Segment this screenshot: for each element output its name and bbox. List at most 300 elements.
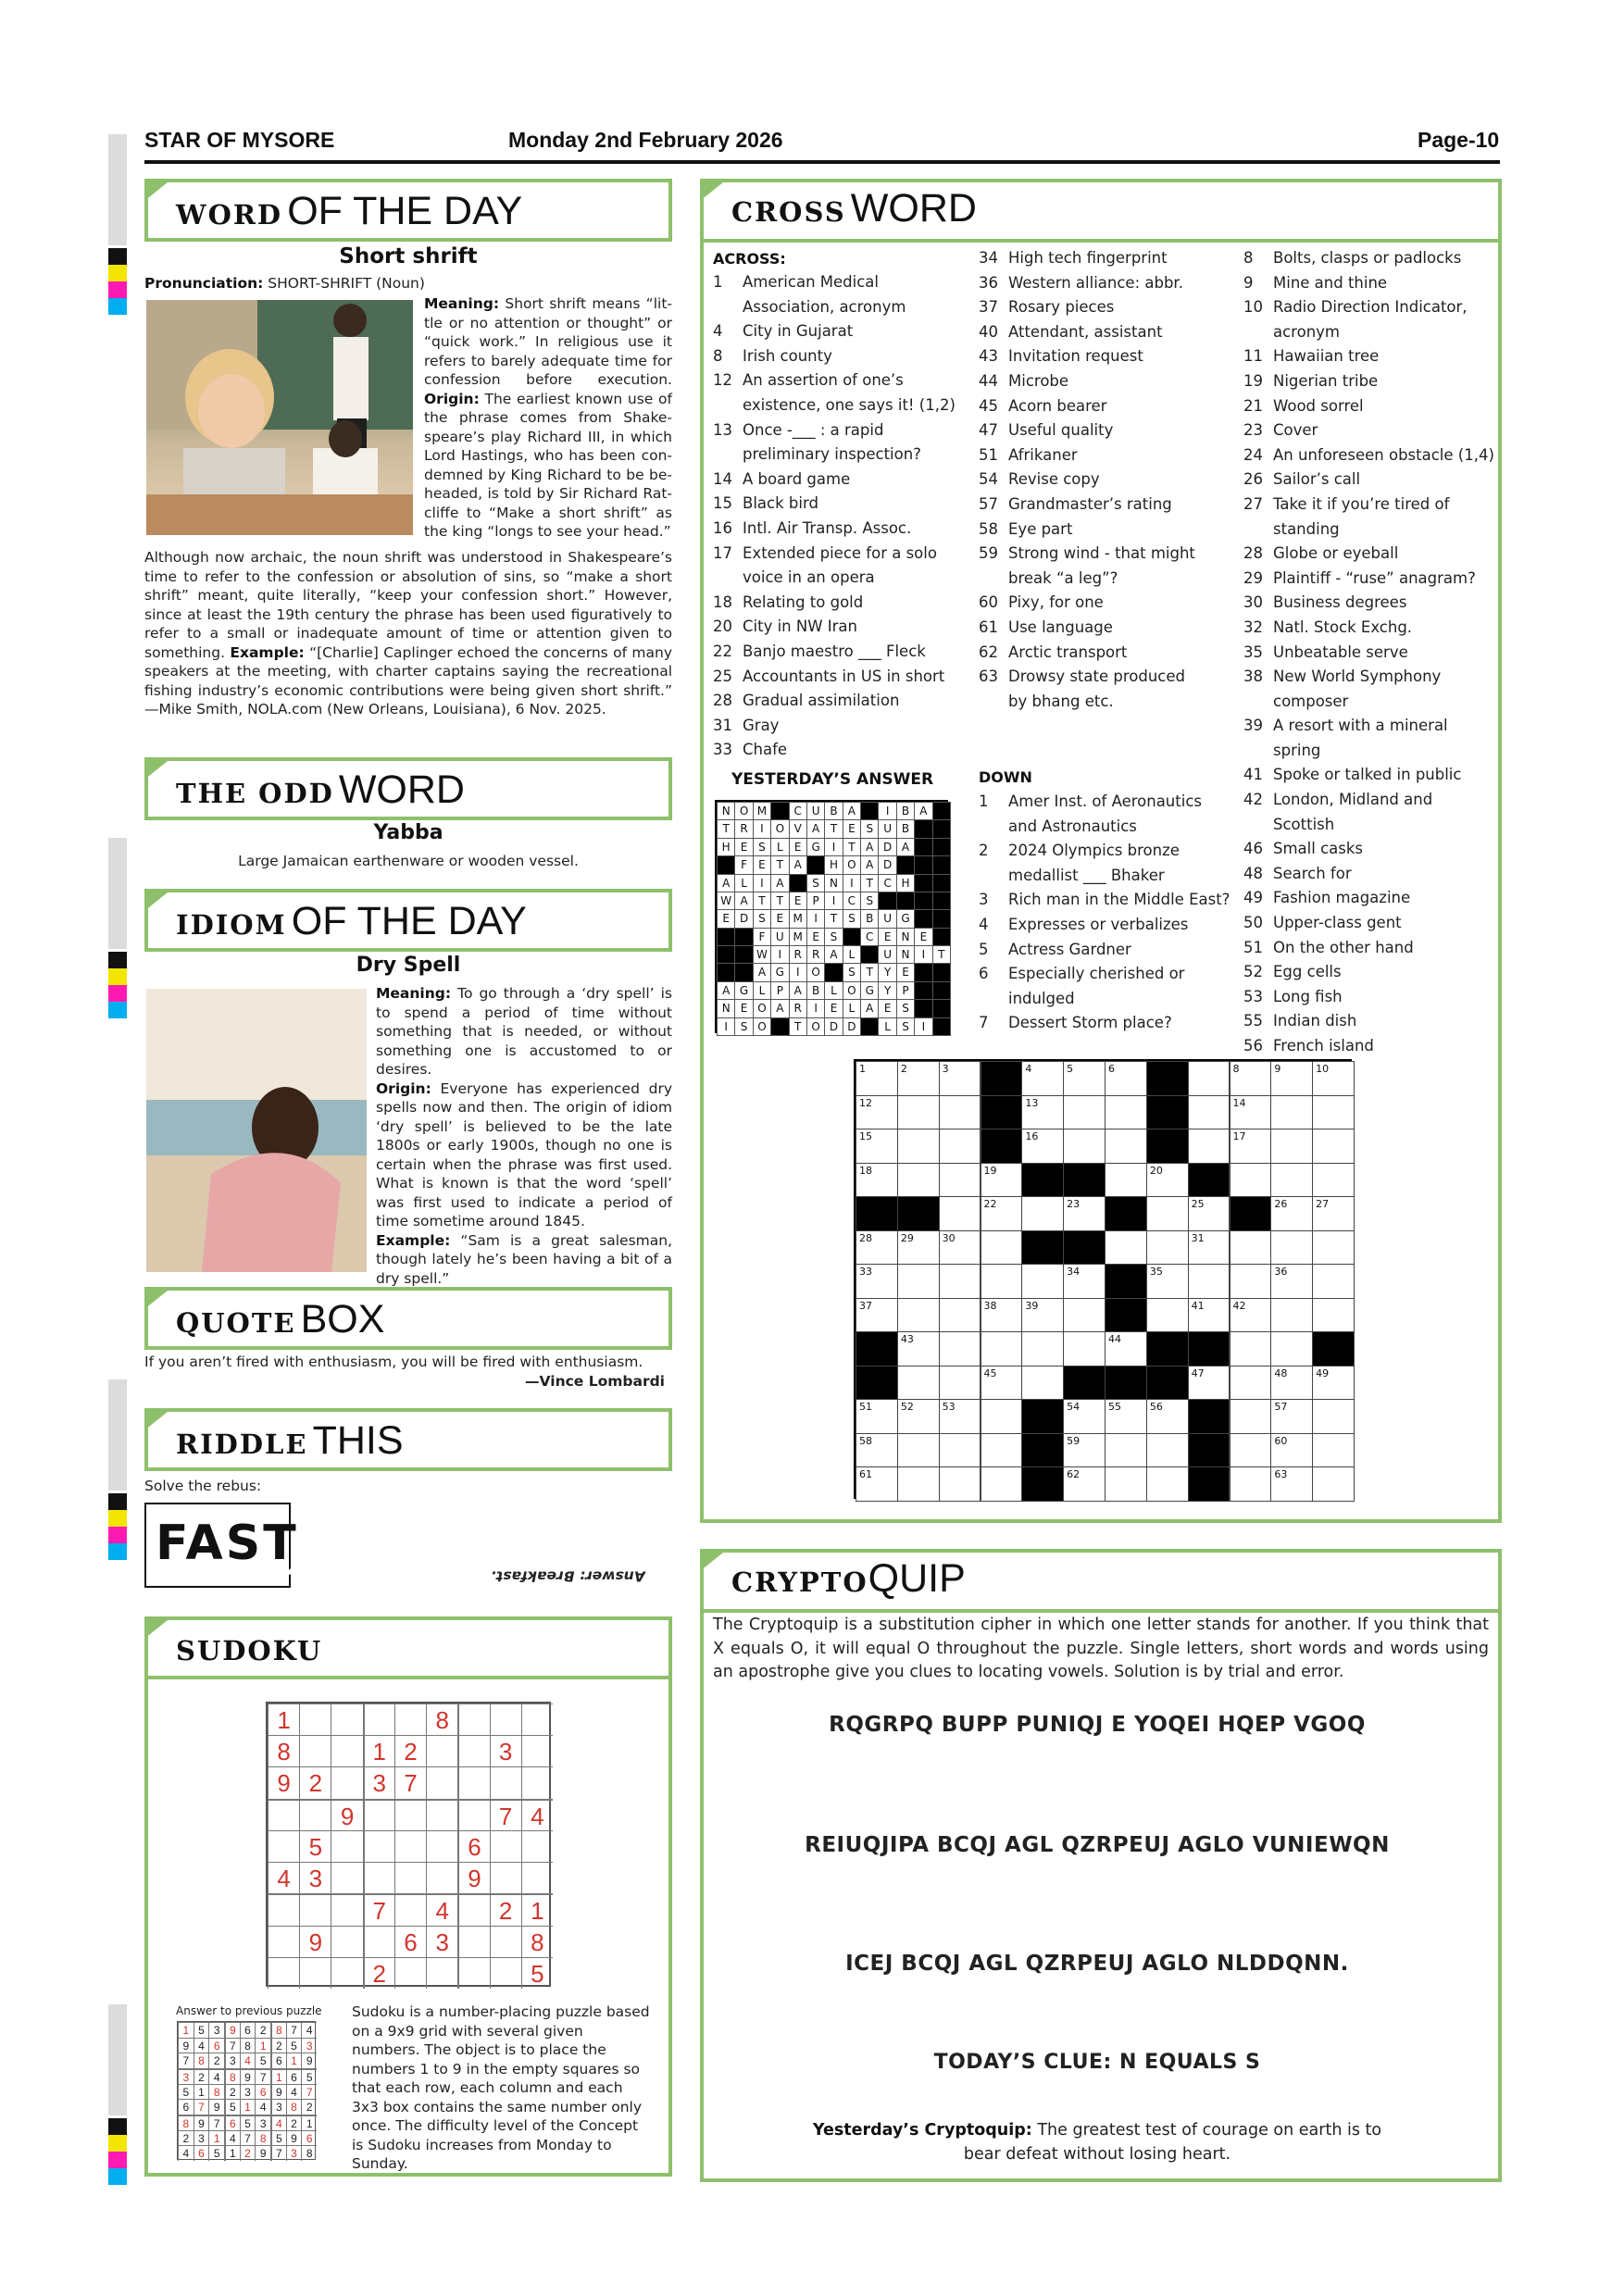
clue: [979, 938, 1243, 963]
crossword-cell[interactable]: [897, 1466, 940, 1502]
crossword-cell[interactable]: [1105, 1466, 1147, 1502]
word-origin-continued: Although now archaic, the noun shrift was understood in Shakespeare’s time to refer to the confession or absolution of sins, so “make a short shrift” meant, quite literally, “keep your confession short.” However, since at least the 19th century the phrase has been used figuratively to refer to a small or inadequate amount of time or attention given to something. Example: “[Charlie] Caplinger echoed the concerns of many speakers at the meeting, with charter captains saying the recreational fishing industry’s economic contributions were being given short shrift.” —Mike Smith, NOLA.com (New Orleans, Louisiana), 6 Nov. 2025.: [144, 549, 672, 718]
sudoku-cell[interactable]: 6: [394, 1926, 426, 1957]
cell-number: 53: [942, 1401, 956, 1414]
sudoku-cell[interactable]: [521, 1735, 553, 1766]
crossword-cell[interactable]: [981, 1230, 1023, 1266]
crossword-cell[interactable]: [1270, 1061, 1313, 1096]
cell-number: 42: [1232, 1299, 1246, 1312]
clue-number: 42: [1243, 791, 1263, 809]
crossword-cell[interactable]: [856, 1264, 898, 1299]
crossword-cell[interactable]: [897, 1095, 940, 1130]
sudoku-cell[interactable]: [426, 1957, 457, 1989]
clue: [979, 418, 1238, 443]
crossword-cell[interactable]: [981, 1433, 1023, 1468]
crossword-cell[interactable]: [1270, 1095, 1313, 1130]
clue-text: Amer Inst. of Aeronautics and Astronautics: [1008, 792, 1202, 835]
crossword-cell[interactable]: [1021, 1129, 1064, 1164]
crossword-cell[interactable]: [1312, 1298, 1355, 1333]
answer-cell: E: [770, 909, 789, 928]
answer-cell: E: [878, 928, 896, 946]
clue: [979, 468, 1238, 493]
crossword-cell[interactable]: [1146, 1433, 1189, 1468]
crossword-cell[interactable]: [1146, 1163, 1189, 1198]
sudoku-cell[interactable]: [299, 1703, 331, 1735]
crossword-cell[interactable]: [1270, 1399, 1313, 1434]
crossword-cell[interactable]: [1230, 1061, 1272, 1096]
sudoku-cell[interactable]: [490, 1926, 521, 1957]
clue-number: 31: [713, 716, 732, 734]
sudoku-cell[interactable]: [268, 1830, 299, 1862]
sudoku-cell: 6: [270, 2053, 286, 2068]
clue-text: Microbe: [1008, 371, 1069, 390]
crossword-cell[interactable]: [1188, 1129, 1230, 1164]
registration-color: [108, 281, 127, 298]
crossword-cell[interactable]: [1230, 1163, 1272, 1198]
crossword-cell[interactable]: [1021, 1095, 1064, 1130]
crossword-cell[interactable]: [1105, 1163, 1147, 1198]
crossword-cell[interactable]: [1146, 1264, 1189, 1299]
sudoku-cell: 2: [240, 2145, 256, 2161]
crossword-block: [1021, 1230, 1064, 1266]
crossword-cell[interactable]: [939, 1061, 981, 1096]
crossword-grid[interactable]: [854, 1059, 1352, 1499]
crossword-cell[interactable]: [939, 1298, 981, 1333]
sudoku-cell[interactable]: [394, 1862, 426, 1893]
sudoku-cell: 6: [224, 2115, 240, 2130]
crossword-cell[interactable]: [1105, 1095, 1147, 1130]
crossword-cell[interactable]: [939, 1466, 981, 1502]
crossword-cell[interactable]: [897, 1230, 940, 1266]
crossword-cell[interactable]: [1063, 1264, 1106, 1299]
crossword-cell[interactable]: [981, 1366, 1023, 1401]
crossword-cell[interactable]: [1270, 1331, 1313, 1366]
crossword-cell[interactable]: [939, 1366, 981, 1401]
sudoku-cell: 8: [240, 2038, 256, 2053]
sudoku-cell[interactable]: [299, 1735, 331, 1766]
crossword-cell[interactable]: [897, 1129, 940, 1164]
crossword-cell[interactable]: [1188, 1366, 1230, 1401]
sudoku-cell: 1: [178, 2022, 194, 2038]
sudoku-cell: 1: [286, 2053, 302, 2068]
answer-block: [896, 892, 915, 910]
crossword-cell[interactable]: [1063, 1196, 1106, 1231]
answer-cell: A: [896, 838, 915, 856]
todays-clue: TODAY’S CLUE: N EQUALS S: [933, 2051, 1261, 2074]
crossword-cell[interactable]: [1105, 1433, 1147, 1468]
sudoku-cell[interactable]: 4: [426, 1893, 457, 1925]
crossword-cell[interactable]: [1021, 1196, 1064, 1231]
crossword-cell[interactable]: [1270, 1298, 1313, 1333]
crossword-cell[interactable]: [1105, 1331, 1147, 1366]
crossword-cell[interactable]: [1188, 1095, 1230, 1130]
crossword-cell[interactable]: [897, 1399, 940, 1434]
answer-block: [914, 963, 932, 981]
crossword-cell[interactable]: [1146, 1196, 1189, 1231]
crossword-cell[interactable]: [1270, 1466, 1313, 1502]
crossword-cell[interactable]: [1063, 1129, 1106, 1164]
crossword-cell[interactable]: [939, 1129, 981, 1164]
crossword-cell[interactable]: [1063, 1399, 1106, 1434]
clue: [1243, 1034, 1500, 1059]
section-title: QUOTE BOX: [176, 1297, 385, 1341]
crossword-cell[interactable]: [981, 1466, 1023, 1502]
crossword-cell[interactable]: [856, 1298, 898, 1333]
crossword-cell[interactable]: [939, 1095, 981, 1130]
crossword-cell[interactable]: [939, 1331, 981, 1366]
crossword-cell[interactable]: [1105, 1129, 1147, 1164]
crossword-cell[interactable]: [1230, 1466, 1272, 1502]
sudoku-cell[interactable]: 8: [426, 1703, 457, 1735]
crossword-cell[interactable]: [939, 1163, 981, 1198]
answer-block: [734, 963, 753, 981]
section-title: CRYPTOQUIP: [731, 1556, 966, 1601]
crossword-cell[interactable]: [939, 1230, 981, 1266]
crossword-cell[interactable]: [1021, 1264, 1064, 1299]
crossword-cell[interactable]: [1312, 1230, 1355, 1266]
sudoku-cell[interactable]: [268, 1957, 299, 1989]
sudoku-cell[interactable]: 2: [363, 1957, 394, 1989]
crossword-cell[interactable]: [939, 1399, 981, 1434]
sudoku-cell[interactable]: 7: [363, 1893, 394, 1925]
sudoku-cell[interactable]: 9: [299, 1926, 331, 1957]
sudoku-cell: 3: [286, 2145, 302, 2161]
clue-number: 44: [979, 371, 998, 390]
clue-text: Bolts, clasps or padlocks: [1273, 249, 1462, 267]
sudoku-cell[interactable]: 1: [268, 1703, 299, 1735]
sudoku-cell[interactable]: [457, 1766, 489, 1798]
sudoku-cell[interactable]: [490, 1830, 521, 1862]
sudoku-cell[interactable]: [490, 1766, 521, 1798]
crossword-cell[interactable]: [939, 1196, 981, 1231]
clue: [713, 542, 958, 591]
sudoku-cell[interactable]: [331, 1862, 362, 1893]
sudoku-cell: 7: [255, 2068, 270, 2084]
crossword-cell[interactable]: [1230, 1095, 1272, 1130]
answer-cell: C: [878, 874, 896, 892]
sudoku-cell[interactable]: [394, 1799, 426, 1830]
sudoku-cell[interactable]: 3: [299, 1862, 331, 1893]
crossword-cell[interactable]: [1146, 1399, 1189, 1434]
sudoku-cell[interactable]: [426, 1862, 457, 1893]
sudoku-cell[interactable]: [331, 1926, 362, 1957]
sudoku-cell[interactable]: [331, 1957, 362, 1989]
crossword-cell[interactable]: [1146, 1298, 1189, 1333]
sudoku-cell[interactable]: [490, 1957, 521, 1989]
crossword-cell[interactable]: [981, 1331, 1023, 1366]
sudoku-cell[interactable]: [394, 1830, 426, 1862]
answer-block: [860, 1017, 879, 1036]
crossword-cell[interactable]: [1312, 1366, 1355, 1401]
crossword-cell[interactable]: [856, 1095, 898, 1130]
sudoku-cell[interactable]: 8: [268, 1735, 299, 1766]
crossword-cell[interactable]: [1021, 1298, 1064, 1333]
crossword-cell[interactable]: [1312, 1163, 1355, 1198]
answer-block: [878, 892, 896, 910]
sudoku-cell[interactable]: [490, 1703, 521, 1735]
sudoku-cell[interactable]: 9: [457, 1862, 489, 1893]
yesterday-answer-label: YESTERDAY’S ANSWER: [731, 770, 934, 789]
clue: [979, 493, 1238, 518]
crossword-cell[interactable]: [856, 1466, 898, 1502]
crossword-cell[interactable]: [1188, 1264, 1230, 1299]
crossword-cell[interactable]: [1063, 1095, 1106, 1130]
crossword-cell[interactable]: [897, 1163, 940, 1198]
crossword-cell[interactable]: [856, 1061, 898, 1096]
sudoku-cell[interactable]: 4: [521, 1799, 553, 1830]
sudoku-cell[interactable]: [521, 1862, 553, 1893]
answer-cell: B: [896, 819, 915, 838]
sudoku-cell[interactable]: [299, 1799, 331, 1830]
section-title: SUDOKU: [176, 1635, 323, 1666]
sudoku-cell[interactable]: [299, 1893, 331, 1925]
sudoku-cell: 3: [255, 2115, 270, 2130]
sudoku-cell[interactable]: [521, 1703, 553, 1735]
clue: [979, 616, 1238, 641]
crossword-cell[interactable]: [981, 1399, 1023, 1434]
crossword-cell[interactable]: [1021, 1366, 1064, 1401]
clue: [1243, 837, 1500, 862]
sudoku-cell[interactable]: [457, 1957, 489, 1989]
crossword-cell[interactable]: [1105, 1399, 1147, 1434]
answer-cell: A: [824, 945, 843, 964]
sudoku-cell[interactable]: 1: [363, 1735, 394, 1766]
sudoku-cell[interactable]: [299, 1957, 331, 1989]
sudoku-cell[interactable]: [394, 1957, 426, 1989]
sudoku-cell[interactable]: [363, 1830, 394, 1862]
crossword-cell[interactable]: [1146, 1466, 1189, 1502]
sudoku-cell: 8: [224, 2068, 240, 2084]
crossword-cell[interactable]: [1270, 1433, 1313, 1468]
clue-text: Chafe: [743, 741, 788, 759]
crossword-cell[interactable]: [1105, 1061, 1147, 1096]
sudoku-cell[interactable]: 2: [394, 1735, 426, 1766]
sudoku-cell[interactable]: 9: [331, 1799, 362, 1830]
crossword-cell[interactable]: [897, 1264, 940, 1299]
crossword-cell[interactable]: [1188, 1196, 1230, 1231]
crossword-cell[interactable]: [939, 1264, 981, 1299]
sudoku-cell[interactable]: [457, 1735, 489, 1766]
sudoku-cell[interactable]: [331, 1893, 362, 1925]
cell-number: 5: [1067, 1063, 1074, 1075]
answer-block: [932, 1017, 951, 1036]
sudoku-cell: 9: [270, 2084, 286, 2100]
crossword-cell[interactable]: [1312, 1264, 1355, 1299]
clue-text: Small casks: [1273, 840, 1364, 858]
crossword-cell[interactable]: [1230, 1399, 1272, 1434]
crossword-cell[interactable]: [1021, 1061, 1064, 1096]
crossword-cell[interactable]: [897, 1366, 940, 1401]
quote-author: —Vince Lombardi: [525, 1373, 665, 1390]
crossword-block: [1188, 1399, 1230, 1434]
sudoku-cell: 5: [240, 2115, 256, 2130]
sudoku-cell[interactable]: [268, 1893, 299, 1925]
crossword-block: [1021, 1399, 1064, 1434]
crossword-cell[interactable]: [1312, 1061, 1355, 1096]
sudoku-cell[interactable]: [426, 1830, 457, 1862]
crossword-cell[interactable]: [856, 1129, 898, 1164]
answer-cell: G: [860, 981, 879, 1000]
crossword-cell[interactable]: [856, 1433, 898, 1468]
answer-cell: E: [806, 928, 825, 946]
crossword-cell[interactable]: [1312, 1129, 1355, 1164]
crossword-cell[interactable]: [981, 1163, 1023, 1198]
crossword-cell[interactable]: [1270, 1196, 1313, 1231]
answer-block: [932, 819, 951, 838]
crossword-cell[interactable]: [856, 1230, 898, 1266]
crossword-cell[interactable]: [1230, 1331, 1272, 1366]
sudoku-cell[interactable]: [521, 1766, 553, 1798]
sudoku-cell[interactable]: [363, 1926, 394, 1957]
crossword-cell[interactable]: [939, 1433, 981, 1468]
clue: [1243, 886, 1500, 911]
sudoku-cell: 2: [286, 2115, 302, 2130]
crossword-cell[interactable]: [1188, 1298, 1230, 1333]
crossword-cell[interactable]: [1312, 1095, 1355, 1130]
clue-number: 28: [713, 692, 732, 710]
crossword-cell[interactable]: [897, 1331, 940, 1366]
clue: [713, 468, 958, 493]
sudoku-cell[interactable]: 5: [299, 1830, 331, 1862]
crossword-block: [1146, 1095, 1189, 1130]
crossword-cell[interactable]: [1312, 1433, 1355, 1468]
clue-number: 57: [979, 494, 998, 513]
answer-cell: S: [896, 1017, 915, 1036]
answer-cell: E: [734, 999, 753, 1017]
crossword-cell[interactable]: [1063, 1433, 1106, 1468]
clue: [1243, 591, 1500, 616]
cell-number: 47: [1191, 1366, 1205, 1379]
sudoku-cell[interactable]: 2: [299, 1766, 331, 1798]
answer-cell: E: [789, 838, 807, 856]
sudoku-cell[interactable]: 3: [426, 1926, 457, 1957]
sudoku-cell[interactable]: 3: [363, 1766, 394, 1798]
sudoku-cell[interactable]: [331, 1830, 362, 1862]
crossword-cell[interactable]: [1146, 1230, 1189, 1266]
answer-cell: I: [753, 819, 771, 838]
crossword-cell[interactable]: [1230, 1366, 1272, 1401]
sudoku-cell[interactable]: 1: [521, 1893, 553, 1925]
sudoku-cell: 7: [286, 2022, 302, 2038]
sudoku-cell[interactable]: 8: [521, 1926, 553, 1957]
crossword-cell[interactable]: [981, 1196, 1023, 1231]
answer-block: [932, 838, 951, 856]
clue-text: Fashion magazine: [1273, 889, 1411, 907]
crossword-cell[interactable]: [897, 1433, 940, 1468]
answer-cell: A: [789, 981, 807, 1000]
crossword-cell[interactable]: [981, 1298, 1023, 1333]
cell-number: 55: [1108, 1401, 1121, 1414]
cell-number: 35: [1149, 1266, 1163, 1279]
sudoku-cell[interactable]: [521, 1830, 553, 1862]
crossword-cell[interactable]: [1312, 1399, 1355, 1434]
crossword-cell[interactable]: [1063, 1331, 1106, 1366]
crossword-cell[interactable]: [1270, 1366, 1313, 1401]
sudoku-cell[interactable]: [363, 1799, 394, 1830]
crossword-cell[interactable]: [897, 1061, 940, 1096]
crossword-cell[interactable]: [1230, 1433, 1272, 1468]
cell-number: 34: [1067, 1266, 1081, 1279]
sudoku-cell[interactable]: [363, 1862, 394, 1893]
sudoku-grid[interactable]: [266, 1702, 551, 1987]
crossword-cell[interactable]: [1270, 1230, 1313, 1266]
sudoku-cell[interactable]: [331, 1766, 362, 1798]
answer-cell: G: [734, 981, 753, 1000]
crossword-cell[interactable]: [1063, 1466, 1106, 1502]
sudoku-cell[interactable]: [363, 1703, 394, 1735]
clue: [979, 295, 1238, 320]
sudoku-cell[interactable]: [394, 1893, 426, 1925]
sudoku-cell[interactable]: [394, 1703, 426, 1735]
clue-text: Globe or eyeball: [1273, 544, 1399, 563]
clue-text: Indian dish: [1273, 1012, 1357, 1030]
answer-cell: T: [932, 945, 951, 964]
crossword-cell[interactable]: [1312, 1466, 1355, 1502]
sudoku-cell[interactable]: 4: [268, 1862, 299, 1893]
clue-number: 4: [979, 915, 989, 933]
sudoku-cell[interactable]: [457, 1926, 489, 1957]
crossword-cell[interactable]: [1270, 1163, 1313, 1198]
sudoku-cell[interactable]: 5: [521, 1957, 553, 1989]
sudoku-cell[interactable]: 9: [268, 1766, 299, 1798]
crossword-cell[interactable]: [1188, 1230, 1230, 1266]
sudoku-cell: 8: [208, 2084, 224, 2100]
crossword-cell[interactable]: [897, 1298, 940, 1333]
clue-text: Natl. Stock Exchg.: [1273, 618, 1413, 636]
sudoku-cell[interactable]: 6: [457, 1830, 489, 1862]
crossword-cell[interactable]: [1230, 1264, 1272, 1299]
crossword-cell[interactable]: [1230, 1129, 1272, 1164]
sudoku-cell: 4: [270, 2115, 286, 2130]
sudoku-cell[interactable]: [426, 1735, 457, 1766]
crossword-cell[interactable]: [1270, 1129, 1313, 1164]
clue-number: 24: [1243, 445, 1263, 464]
sudoku-cell[interactable]: [268, 1799, 299, 1830]
word-of-day-box: [144, 179, 672, 242]
sudoku-cell[interactable]: [457, 1703, 489, 1735]
crossword-cell[interactable]: [856, 1399, 898, 1434]
sudoku-cell[interactable]: [457, 1799, 489, 1830]
sudoku-cell[interactable]: [426, 1799, 457, 1830]
sudoku-cell[interactable]: [426, 1766, 457, 1798]
clue-text: Long fish: [1273, 987, 1343, 1005]
crossword-cell[interactable]: [981, 1264, 1023, 1299]
crossword-cell[interactable]: [1270, 1264, 1313, 1299]
sudoku-cell[interactable]: 7: [490, 1799, 521, 1830]
corner-triangle: [144, 1287, 172, 1309]
answer-cell: W: [753, 945, 771, 964]
sudoku-cell[interactable]: [331, 1735, 362, 1766]
sudoku-cell[interactable]: [490, 1862, 521, 1893]
crossword-cell[interactable]: [1312, 1196, 1355, 1231]
crossword-cell[interactable]: [1063, 1061, 1106, 1096]
answer-cell: U: [878, 909, 896, 928]
sudoku-cell[interactable]: [457, 1893, 489, 1925]
crossword-cell[interactable]: [1230, 1230, 1272, 1266]
crossword-cell[interactable]: [1105, 1230, 1147, 1266]
sudoku-cell[interactable]: [268, 1926, 299, 1957]
crossword-cell[interactable]: [1188, 1061, 1230, 1096]
crossword-cell[interactable]: [1063, 1298, 1106, 1333]
crossword-cell[interactable]: [1021, 1331, 1064, 1366]
sudoku-cell[interactable]: 7: [394, 1766, 426, 1798]
crossword-cell[interactable]: [856, 1163, 898, 1198]
clue-text: Western alliance: abbr.: [1008, 273, 1183, 292]
sudoku-cell[interactable]: [331, 1703, 362, 1735]
sudoku-cell[interactable]: 2: [490, 1893, 521, 1925]
sudoku-cell[interactable]: 3: [490, 1735, 521, 1766]
crossword-cell[interactable]: [1230, 1298, 1272, 1333]
